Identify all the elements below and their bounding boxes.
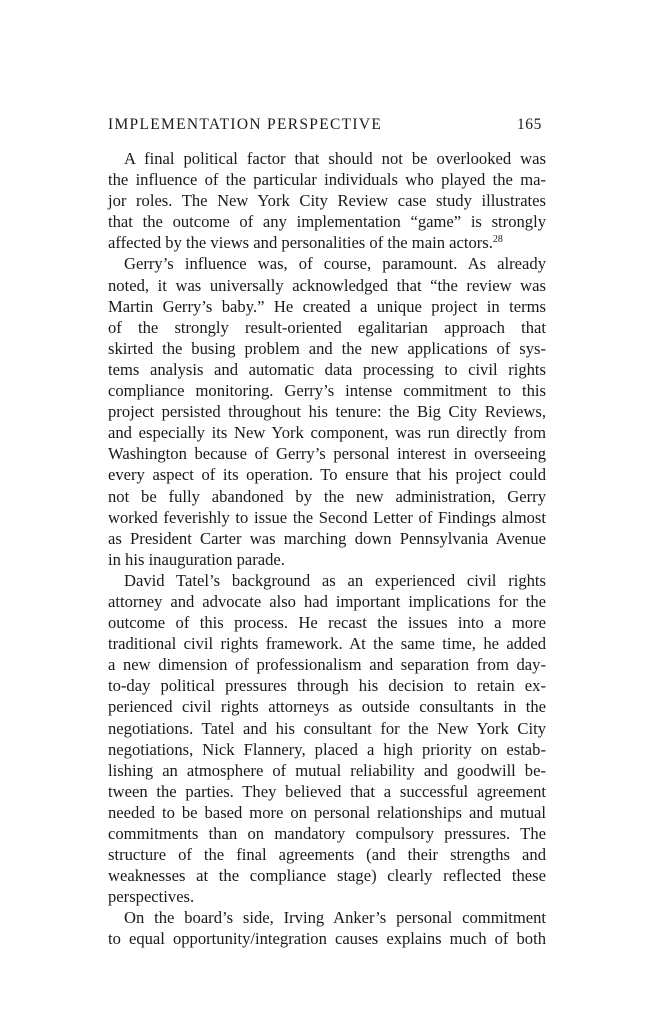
page-number: 165 <box>516 116 542 133</box>
text-line <box>108 443 546 464</box>
text-line <box>108 781 546 802</box>
text-line <box>108 169 546 190</box>
text-line <box>108 211 546 232</box>
text-line-content: project persisted throughout his tenure: the Big City Reviews, <box>108 402 546 422</box>
text-line-content: not be fully abandoned by the new administration, Gerry <box>108 486 546 506</box>
text-line <box>108 296 546 317</box>
text-line <box>108 401 546 422</box>
text-line <box>108 253 546 274</box>
text-line <box>108 528 546 549</box>
text-line-content: in his inauguration parade. <box>108 549 285 569</box>
text-line <box>108 549 546 570</box>
text-line <box>108 907 546 928</box>
text-line <box>108 464 546 485</box>
text-line-content: David Tatel’s background as an experienced civil rights <box>124 570 546 590</box>
text-line-content: perspectives. <box>108 887 195 907</box>
text-line-content: outcome of this process. He recast the issues into a more <box>108 613 546 633</box>
text-line-content: lishing an atmosphere of mutual reliability and goodwill be- <box>108 760 546 780</box>
text-line <box>108 718 546 739</box>
text-line <box>108 654 546 675</box>
text-line-content: skirted the busing problem and the new applications of sys- <box>108 338 546 358</box>
text-line <box>108 886 546 907</box>
text-line <box>108 148 546 169</box>
text-line-content: a new dimension of professionalism and separation from day- <box>108 655 546 675</box>
text-line-content: as President Carter was marching down Pennsylvania Avenue <box>108 528 546 548</box>
text-line-content: On the board’s side, Irving Anker’s personal commitment <box>124 908 546 928</box>
text-line-content: weaknesses at the compliance stage) clearly reflected these <box>108 866 546 886</box>
text-line-content: structure of the final agreements (and their strengths and <box>108 845 546 865</box>
text-line <box>108 570 546 591</box>
text-line-content: commitments than on mandatory compulsory pressures. The <box>108 824 546 843</box>
text-line-content: traditional civil rights framework. At the same time, he added <box>108 634 546 654</box>
text-line-content: Washington because of Gerry’s personal interest in overseeing <box>108 444 546 464</box>
running-head-title: IMPLEMENTATION PERSPECTIVE <box>108 116 383 133</box>
text-line <box>108 928 546 949</box>
text-line <box>108 507 546 528</box>
text-line-content: compliance monitoring. Gerry’s intense commitment to this <box>108 381 546 401</box>
text-line-content: needed to be based more on personal relationships and mutual <box>108 802 546 822</box>
text-line <box>108 380 546 401</box>
footnote-marker: 28 <box>492 234 503 246</box>
text-line-content: jor roles. The New York City Review case study illustrates <box>108 191 546 211</box>
text-line <box>108 802 546 823</box>
text-line-content: tems analysis and automatic data processing to civil rights <box>108 359 546 379</box>
text-line-content: tween the parties. They believed that a successful agreement <box>108 781 546 801</box>
text-line-content: worked feverishly to issue the Second Letter of Findings almost <box>108 507 546 527</box>
text-line <box>108 275 546 296</box>
text-line-content: to-day political pressures through his decision to retain ex- <box>108 676 546 696</box>
text-line-content: noted, it was universally acknowledged that “the review was <box>108 275 546 295</box>
text-line-content: the influence of the particular individuals who played the ma- <box>108 170 546 190</box>
running-head <box>108 115 542 135</box>
text-line <box>108 633 546 654</box>
text-line <box>108 760 546 781</box>
text-line-content: affected by the views and personalities of the main actors. <box>108 233 493 253</box>
text-line-content: perienced civil rights attorneys as outside consultants in the <box>108 697 546 717</box>
text-line <box>108 739 546 760</box>
text-line <box>108 696 546 717</box>
text-line <box>108 486 546 507</box>
text-line <box>108 823 546 844</box>
text-line <box>108 359 546 380</box>
text-line <box>108 675 546 696</box>
text-line <box>108 317 546 338</box>
text-line <box>108 844 546 865</box>
text-line <box>108 232 546 253</box>
text-line-content: Gerry’s influence was, of course, paramount. As already <box>124 254 546 274</box>
body-text <box>108 148 546 950</box>
text-line-content: every aspect of its operation. To ensure that his project could <box>108 465 546 485</box>
text-line <box>108 865 546 886</box>
text-line <box>108 612 546 633</box>
text-line <box>108 190 546 211</box>
text-line-content: and especially its New York component, was run directly from <box>108 423 546 443</box>
text-line-content: that the outcome of any implementation “game” is strongly <box>108 212 546 232</box>
text-line-content: of the strongly result-oriented egalitarian approach that <box>108 317 546 337</box>
text-line-content: attorney and advocate also had important implications for the <box>108 591 546 611</box>
text-line <box>108 422 546 443</box>
text-line-content: to equal opportunity/integration causes explains much of both <box>108 929 546 949</box>
text-line-content: negotiations. Tatel and his consultant for the New York City <box>108 718 546 738</box>
text-line <box>108 338 546 359</box>
text-line-content: negotiations, Nick Flannery, placed a high priority on estab- <box>108 739 546 759</box>
text-line-content: Martin Gerry’s baby.” He created a unique project in terms <box>108 296 546 316</box>
text-line <box>108 591 546 612</box>
text-line-content: A final political factor that should not be overlooked was <box>124 149 546 168</box>
